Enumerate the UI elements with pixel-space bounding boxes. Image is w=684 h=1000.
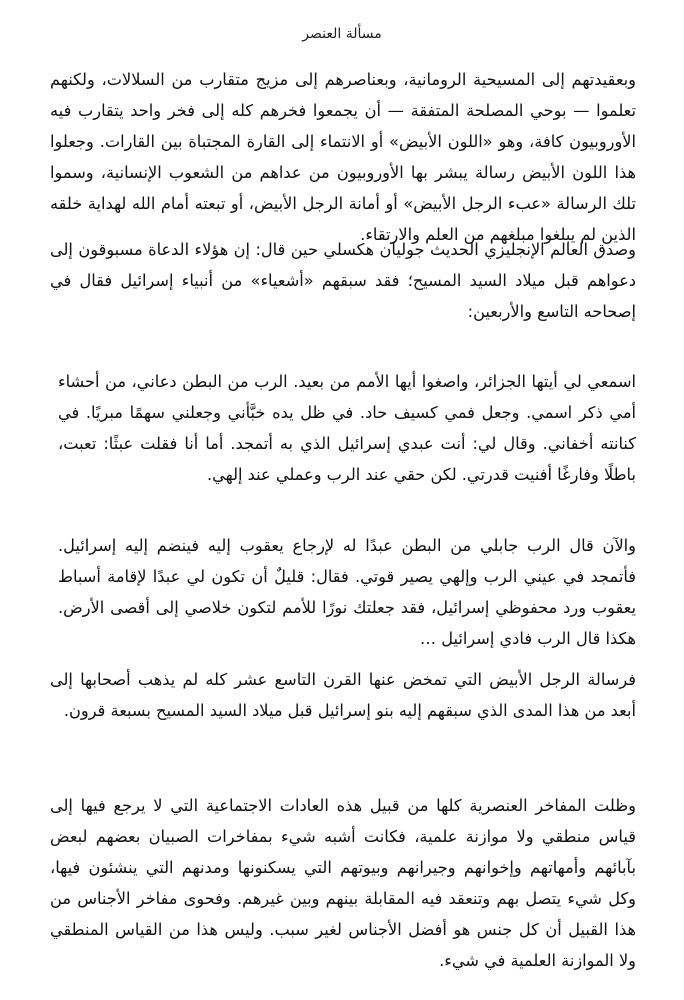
paragraph-3: فرسالة الرجل الأبيض التي تمخض عنها القرن التاسع عشر كله لم يذهب أصحابها إلى أبعد من هذا المدى الذي سبقهم إليه بنو إسرائيل قبل ميلاد السيد المسيح بسبعة قرون. [50,670,636,720]
quoted-passage-1: اسمعي لي أيتها الجزائر، واصغوا أيها الأمم من بعيد. الرب من البطن دعاني، من أحشاء أمي ذكر اسمي. وجعل فمي كسيف حاد. في ظل يده خبَّأني وجعلني سهمًا مبريًا. في كنانته أخفاني. وقال لي: أنت عبدي إسرائيل الذي به أتمجد. أما أنا فقلت عبثًا: تعبت، باطلًا وفارغًا أفنيت قدرتي. لكن حقي عند الرب وعملي عند إلهي. [58,372,636,484]
paragraph-1: وبعقيدتهم إلى المسيحية الرومانية، وبعناصرهم إلى مزيج متقارب من السلالات، ولكنهم تعلموا — بوحي المصلحة المتفقة — أن يجمعوا فخرهم كله إلى فخر واحد يتقارب فيه الأوروبيون كافة، وهو «اللون الأبيض» أو الانتماء إلى القارة المجتباة بين القارات. وجعلوا هذا اللون الأبيض رسالة يبشر بها الأوروبيون من عداهم من الشعوب الإنسانية، وسموا تلك الرسالة «عبء الرجل الأبيض» أو أمانة الرجل الأبيض، أو تبعته أمام الله لهداية خلقه الذين لم يبلغوا مبلغهم من العلم والارتقاء. [50,70,636,244]
paragraph-4: وظلت المفاخر العنصرية كلها من قبيل هذه العادات الاجتماعية التي لا يرجع فيها إلى قياس منطقي ولا موازنة علمية، فكانت أشبه شيء بمفاخرات الصبيان بعضهم لبعض بآبائهم وأمهاتهم وإخوانهم وجيرانهم وبيوتهم التي يسكنونها ومدنهم التي ينشئون فيها، وكل شيء يتصل بهم وتنعقد فيه المقابلة بينهم وبين غيرهم. وفحوى مفاخر الأجناس من هذا القبيل أن كل جنس هو أفضل الأجناس لغير سبب. وليس هذا من القياس المنطقي ولا الموازنة العلمية في شيء. [50,796,636,970]
running-header: مسألة العنصر [302,26,382,42]
paragraph-2: وصدق العالم الإنجليزي الحديث جوليان هكسلي حين قال: إن هؤلاء الدعاة مسبوقون إلى دعواهم قبل ميلاد السيد المسيح؛ فقد سبقهم «أشعياء» من أنبياء إسرائيل فقال في إصحاحه التاسع والأربعين: [50,240,636,321]
quoted-passage-2: والآن قال الرب جابلي من البطن عبدًا له لإرجاع يعقوب إليه فينضم إليه إسرائيل. فأتمجد في عيني الرب وإلهي يصير قوتي. فقال: قليلٌ أن تكون لي عبدًا لإقامة أسباط يعقوب ورد محفوظي إسرائيل، فقد جعلتك نورًا للأمم لتكون خلاصي إلى أقصى الأرض. هكذا قال الرب فادي إسرائيل … [58,536,636,648]
